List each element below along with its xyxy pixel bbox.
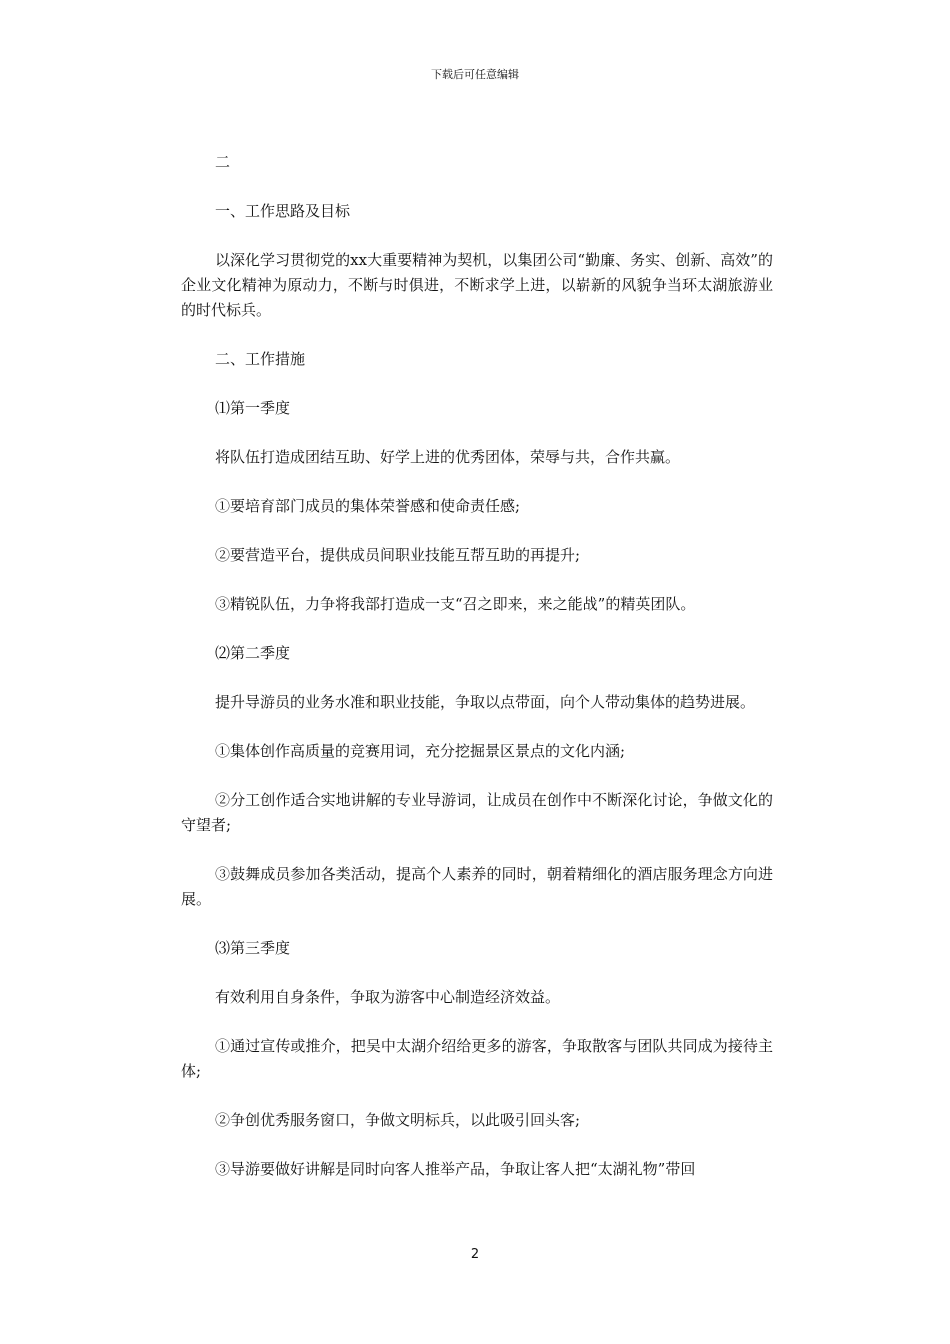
- paragraph-q2-summary: 提升导游员的业务水准和职业技能，争取以点带面，向个人带动集体的趋势进展。: [215, 693, 756, 711]
- paragraph-q3-item-3: ③导游要做好讲解是同时向客人推举产品，争取让客人把“太湖礼物”带回: [215, 1160, 696, 1178]
- paragraph-q1-item-3: ③精锐队伍，力争将我部打造成一支“召之即来，来之能战”的精英团队。: [215, 595, 696, 613]
- paragraph-q2-item-1: ①集体创作高质量的竞赛用词，充分挖掘景区景点的文化内涵;: [215, 742, 626, 760]
- heading-measures: 二、工作措施: [215, 350, 306, 368]
- page-header: 下载后可任意编辑: [431, 68, 519, 81]
- paragraph-q3-item-1: ①通过宣传或推介，把吴中太湖介绍给更多的游客，争取散客与团队共同成为接待主体;: [181, 1037, 773, 1080]
- paragraph-goals: 以深化学习贯彻党的xx大重要精神为契机，以集团公司“勤廉、务实、创新、高效”的企业文化精神为原动力，不断与时俱进，不断求学上进，以崭新的风貌争当环太湖旅游业的时代标兵。: [181, 251, 773, 319]
- paragraph-q2-item-2: ②分工创作适合实地讲解的专业导游词，让成员在创作中不断深化讨论，争做文化的守望者;: [181, 791, 773, 834]
- document-body: [181, 150, 773, 1206]
- heading-goals: 一、工作思路及目标: [215, 202, 351, 220]
- heading-q3: ⑶第三季度: [215, 939, 291, 957]
- paragraph-q1-summary: 将队伍打造成团结互助、好学上进的优秀团体，荣辱与共，合作共赢。: [215, 448, 681, 466]
- paragraph-q2-item-3: ③鼓舞成员参加各类活动，提高个人素养的同时，朝着精细化的酒店服务理念方向进展。: [181, 865, 773, 908]
- section-marker: 二: [215, 153, 231, 171]
- page-number: 2: [470, 1247, 480, 1262]
- paragraph-q3-item-2: ②争创优秀服务窗口，争做文明标兵，以此吸引回头客;: [215, 1111, 581, 1129]
- paragraph-q3-summary: 有效利用自身条件，争取为游客中心制造经济效益。: [215, 988, 561, 1006]
- paragraph-q1-item-2: ②要营造平台，提供成员间职业技能互帮互助的再提升;: [215, 546, 581, 564]
- heading-q2: ⑵第二季度: [215, 644, 291, 662]
- paragraph-q1-item-1: ①要培育部门成员的集体荣誉感和使命责任感;: [215, 497, 521, 515]
- heading-q1: ⑴第一季度: [215, 399, 291, 417]
